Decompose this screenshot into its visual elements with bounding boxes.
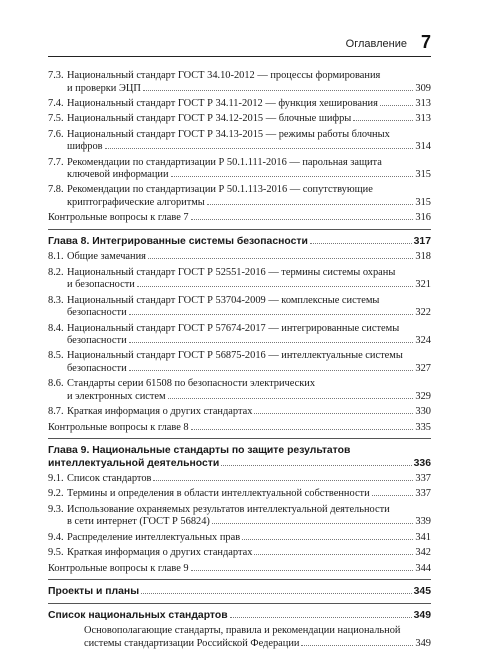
entry-page: 337 <box>415 488 431 500</box>
leader-dots <box>380 105 414 106</box>
leader-dots <box>301 645 413 646</box>
entry-number: 8.1. <box>48 251 64 263</box>
running-header <box>48 34 431 57</box>
entry-page: 315 <box>415 196 431 208</box>
toc-entry-8-3[interactable] <box>48 295 431 320</box>
chapter-7-continuation <box>48 70 431 225</box>
header-page-number: 7 <box>420 32 431 52</box>
leader-dots <box>141 593 412 594</box>
leader-dots <box>148 258 413 259</box>
leader-dots <box>353 120 413 121</box>
entry-title-line: Термины и определения в области интеллектуальной собственности <box>67 488 370 500</box>
entry-title-line: Контрольные вопросы к главе 8 <box>48 421 189 433</box>
entry-number: 9.4. <box>48 531 64 543</box>
leader-dots <box>221 465 411 466</box>
entry-page: 337 <box>415 473 431 485</box>
entry-title-line: безопасности <box>67 362 127 374</box>
entry-page: 324 <box>415 335 431 347</box>
entry-number: 7.3. <box>48 70 64 81</box>
toc-entry-9-3[interactable] <box>48 504 431 529</box>
chapter-title: Список национальных стандартов <box>48 609 228 621</box>
entry-page: 344 <box>415 562 431 574</box>
entry-page: 313 <box>415 97 431 109</box>
chapter-page: 317 <box>413 235 431 247</box>
toc-entry-8-7[interactable] <box>48 406 431 419</box>
chapter-9 <box>48 445 431 575</box>
toc-entry-7-3[interactable] <box>48 70 431 95</box>
entry-number: 8.2. <box>48 266 64 278</box>
entry-number: 9.5. <box>48 547 64 559</box>
entry-title-line: Рекомендации по стандартизации Р 50.1.111-2016 — парольная защита <box>67 156 382 168</box>
entry-title-line: Стандарты серии 61508 по безопасности электрических <box>67 378 316 390</box>
leader-dots <box>129 314 414 315</box>
entry-title-line: Национальный стандарт ГОСТ Р 34.13-2015 — режимы работы блочных <box>67 128 390 140</box>
chapter-title: Проекты и планы <box>48 586 140 598</box>
entry-page: 335 <box>415 421 431 433</box>
toc-entry-7-6[interactable] <box>48 129 431 154</box>
entry-title-line: ключевой информации <box>67 169 169 181</box>
section-divider <box>48 229 431 230</box>
entry-number: 7.4. <box>48 97 64 109</box>
entry-title-line: и безопасности <box>67 279 135 291</box>
entry-title-line: шифров <box>67 141 103 153</box>
leader-dots <box>242 539 413 540</box>
entry-page: 327 <box>415 362 431 374</box>
entry-number: 8.4. <box>48 322 64 334</box>
entry-number: 8.5. <box>48 350 64 362</box>
entry-title-line: Список стандартов <box>67 473 152 485</box>
leader-dots <box>143 90 414 91</box>
entry-page: 322 <box>415 307 431 319</box>
toc-chapter-9[interactable] <box>48 445 431 470</box>
leader-dots <box>129 370 414 371</box>
toc-entry-9-1[interactable] <box>48 473 431 486</box>
toc-entry-7-8[interactable] <box>48 184 431 209</box>
leader-dots <box>171 176 414 177</box>
leader-dots <box>254 413 413 414</box>
leader-dots <box>191 219 414 220</box>
entry-title-line: Распределение интеллектуальных прав <box>67 531 241 543</box>
chapter-page: 349 <box>413 609 431 621</box>
entry-number: 7.5. <box>48 113 64 125</box>
toc-entry-8-1[interactable] <box>48 251 431 264</box>
entry-title-line: Национальный стандарт ГОСТ Р 34.11-2012 — функция хеширования <box>67 97 378 109</box>
chapter-title: интеллектуальной деятельности <box>48 457 220 469</box>
chapter-title: Глава 8. Интегрированные системы безопасности <box>48 235 308 247</box>
entry-title-line: безопасности <box>67 307 127 319</box>
leader-dots <box>168 398 414 399</box>
entry-title-line: и электронных систем <box>67 390 166 402</box>
entry-title-line: Национальный стандарт ГОСТ 34.10-2012 — процессы формирования <box>67 70 381 81</box>
entry-title-line: Общие замечания <box>67 251 146 263</box>
projects-section <box>48 586 431 599</box>
leader-dots <box>212 523 414 524</box>
entry-number: 7.8. <box>48 184 64 196</box>
entry-page: 318 <box>415 251 431 263</box>
chapter-page: 345 <box>413 586 431 598</box>
entry-page: 330 <box>415 406 431 418</box>
leader-dots <box>137 286 414 287</box>
leader-dots <box>372 495 414 496</box>
toc-chapter-8[interactable] <box>48 236 431 249</box>
leader-dots <box>191 429 414 430</box>
section-divider <box>48 579 431 580</box>
chapter-8 <box>48 236 431 434</box>
entry-number: 7.6. <box>48 128 64 140</box>
toc-national-standards[interactable] <box>48 610 431 623</box>
entry-title-line: Национальный стандарт ГОСТ Р 56875-2016 — интеллектуальные системы <box>67 350 403 362</box>
entry-title-line: Использование охраняемых результатов интеллектуальной деятельности <box>67 503 390 515</box>
leader-dots <box>310 243 412 244</box>
entry-number: 8.6. <box>48 378 64 390</box>
header-section-title: Оглавление <box>345 38 407 50</box>
table-of-contents <box>48 70 431 652</box>
toc-entry-8-4[interactable] <box>48 323 431 348</box>
entry-page: 314 <box>415 141 431 153</box>
leader-dots <box>254 554 413 555</box>
entry-number: 8.7. <box>48 406 64 418</box>
entry-page: 339 <box>415 516 431 528</box>
leader-dots <box>105 148 414 149</box>
entry-page: 342 <box>415 547 431 559</box>
entry-title-line: Рекомендации по стандартизации Р 50.1.113-2016 — сопутствующие <box>67 184 373 196</box>
entry-title-line: Национальный стандарт ГОСТ Р 53704-2009 — комплексные системы <box>67 294 380 306</box>
toc-entry-7-7[interactable] <box>48 157 431 182</box>
toc-entry-foundational-standards[interactable] <box>48 625 431 650</box>
entry-page: 309 <box>415 82 431 94</box>
entry-page: 321 <box>415 279 431 291</box>
entry-title-line: Краткая информация о других стандартах <box>67 547 253 559</box>
toc-entry-questions-7[interactable] <box>48 212 431 225</box>
chapter-page: 336 <box>413 457 431 469</box>
toc-entry-8-5[interactable] <box>48 350 431 375</box>
chapter-title: Глава 9. Национальные стандарты по защите результатов <box>48 445 351 457</box>
leader-dots <box>230 617 412 618</box>
entry-page: 315 <box>415 169 431 181</box>
national-standards-section <box>48 610 431 651</box>
entry-page: 316 <box>415 212 431 224</box>
toc-entry-9-2[interactable] <box>48 488 431 501</box>
toc-entry-questions-9[interactable] <box>48 563 431 576</box>
entry-title-line: Национальный стандарт ГОСТ Р 52551-2016 — термины системы охраны <box>67 266 396 278</box>
entry-title-line: Краткая информация о других стандартах <box>67 406 253 418</box>
leader-dots <box>153 480 413 481</box>
entry-number: 9.1. <box>48 473 64 485</box>
toc-entry-9-4[interactable] <box>48 532 431 545</box>
toc-entry-9-5[interactable] <box>48 547 431 560</box>
entry-title-line: Национальный стандарт ГОСТ Р 57674-2017 — интегрированные системы <box>67 322 400 334</box>
entry-title-line: системы стандартизации Российской Федерации <box>84 637 300 649</box>
entry-title-line: Контрольные вопросы к главе 7 <box>48 212 189 224</box>
entry-title-line: и проверки ЭЦП <box>67 82 141 94</box>
leader-dots <box>207 204 414 205</box>
entry-number: 8.3. <box>48 294 64 306</box>
section-divider <box>48 603 431 604</box>
toc-entry-7-4[interactable] <box>48 98 431 111</box>
entry-page: 341 <box>415 531 431 543</box>
leader-dots <box>129 342 414 343</box>
entry-page: 313 <box>415 113 431 125</box>
leader-dots <box>191 570 414 571</box>
entry-title-line: в сети интернет (ГОСТ Р 56824) <box>67 516 210 528</box>
entry-number: 7.7. <box>48 156 64 168</box>
toc-entry-7-5[interactable] <box>48 113 431 126</box>
entry-number: 9.3. <box>48 503 64 515</box>
entry-title-line: криптографические алгоритмы <box>67 196 205 208</box>
entry-page: 349 <box>415 637 431 649</box>
entry-number: 9.2. <box>48 488 64 500</box>
section-divider <box>48 438 431 439</box>
toc-entry-questions-8[interactable] <box>48 422 431 435</box>
entry-title-line: Контрольные вопросы к главе 9 <box>48 562 189 574</box>
toc-projects-and-plans[interactable] <box>48 586 431 599</box>
entry-page: 329 <box>415 390 431 402</box>
toc-entry-8-6[interactable] <box>48 378 431 403</box>
toc-entry-8-2[interactable] <box>48 267 431 292</box>
entry-title-line: Национальный стандарт ГОСТ Р 34.12-2015 — блочные шифры <box>67 113 352 125</box>
entry-title-line: Основополагающие стандарты, правила и рекомендации национальной <box>84 625 401 637</box>
entry-title-line: безопасности <box>67 335 127 347</box>
